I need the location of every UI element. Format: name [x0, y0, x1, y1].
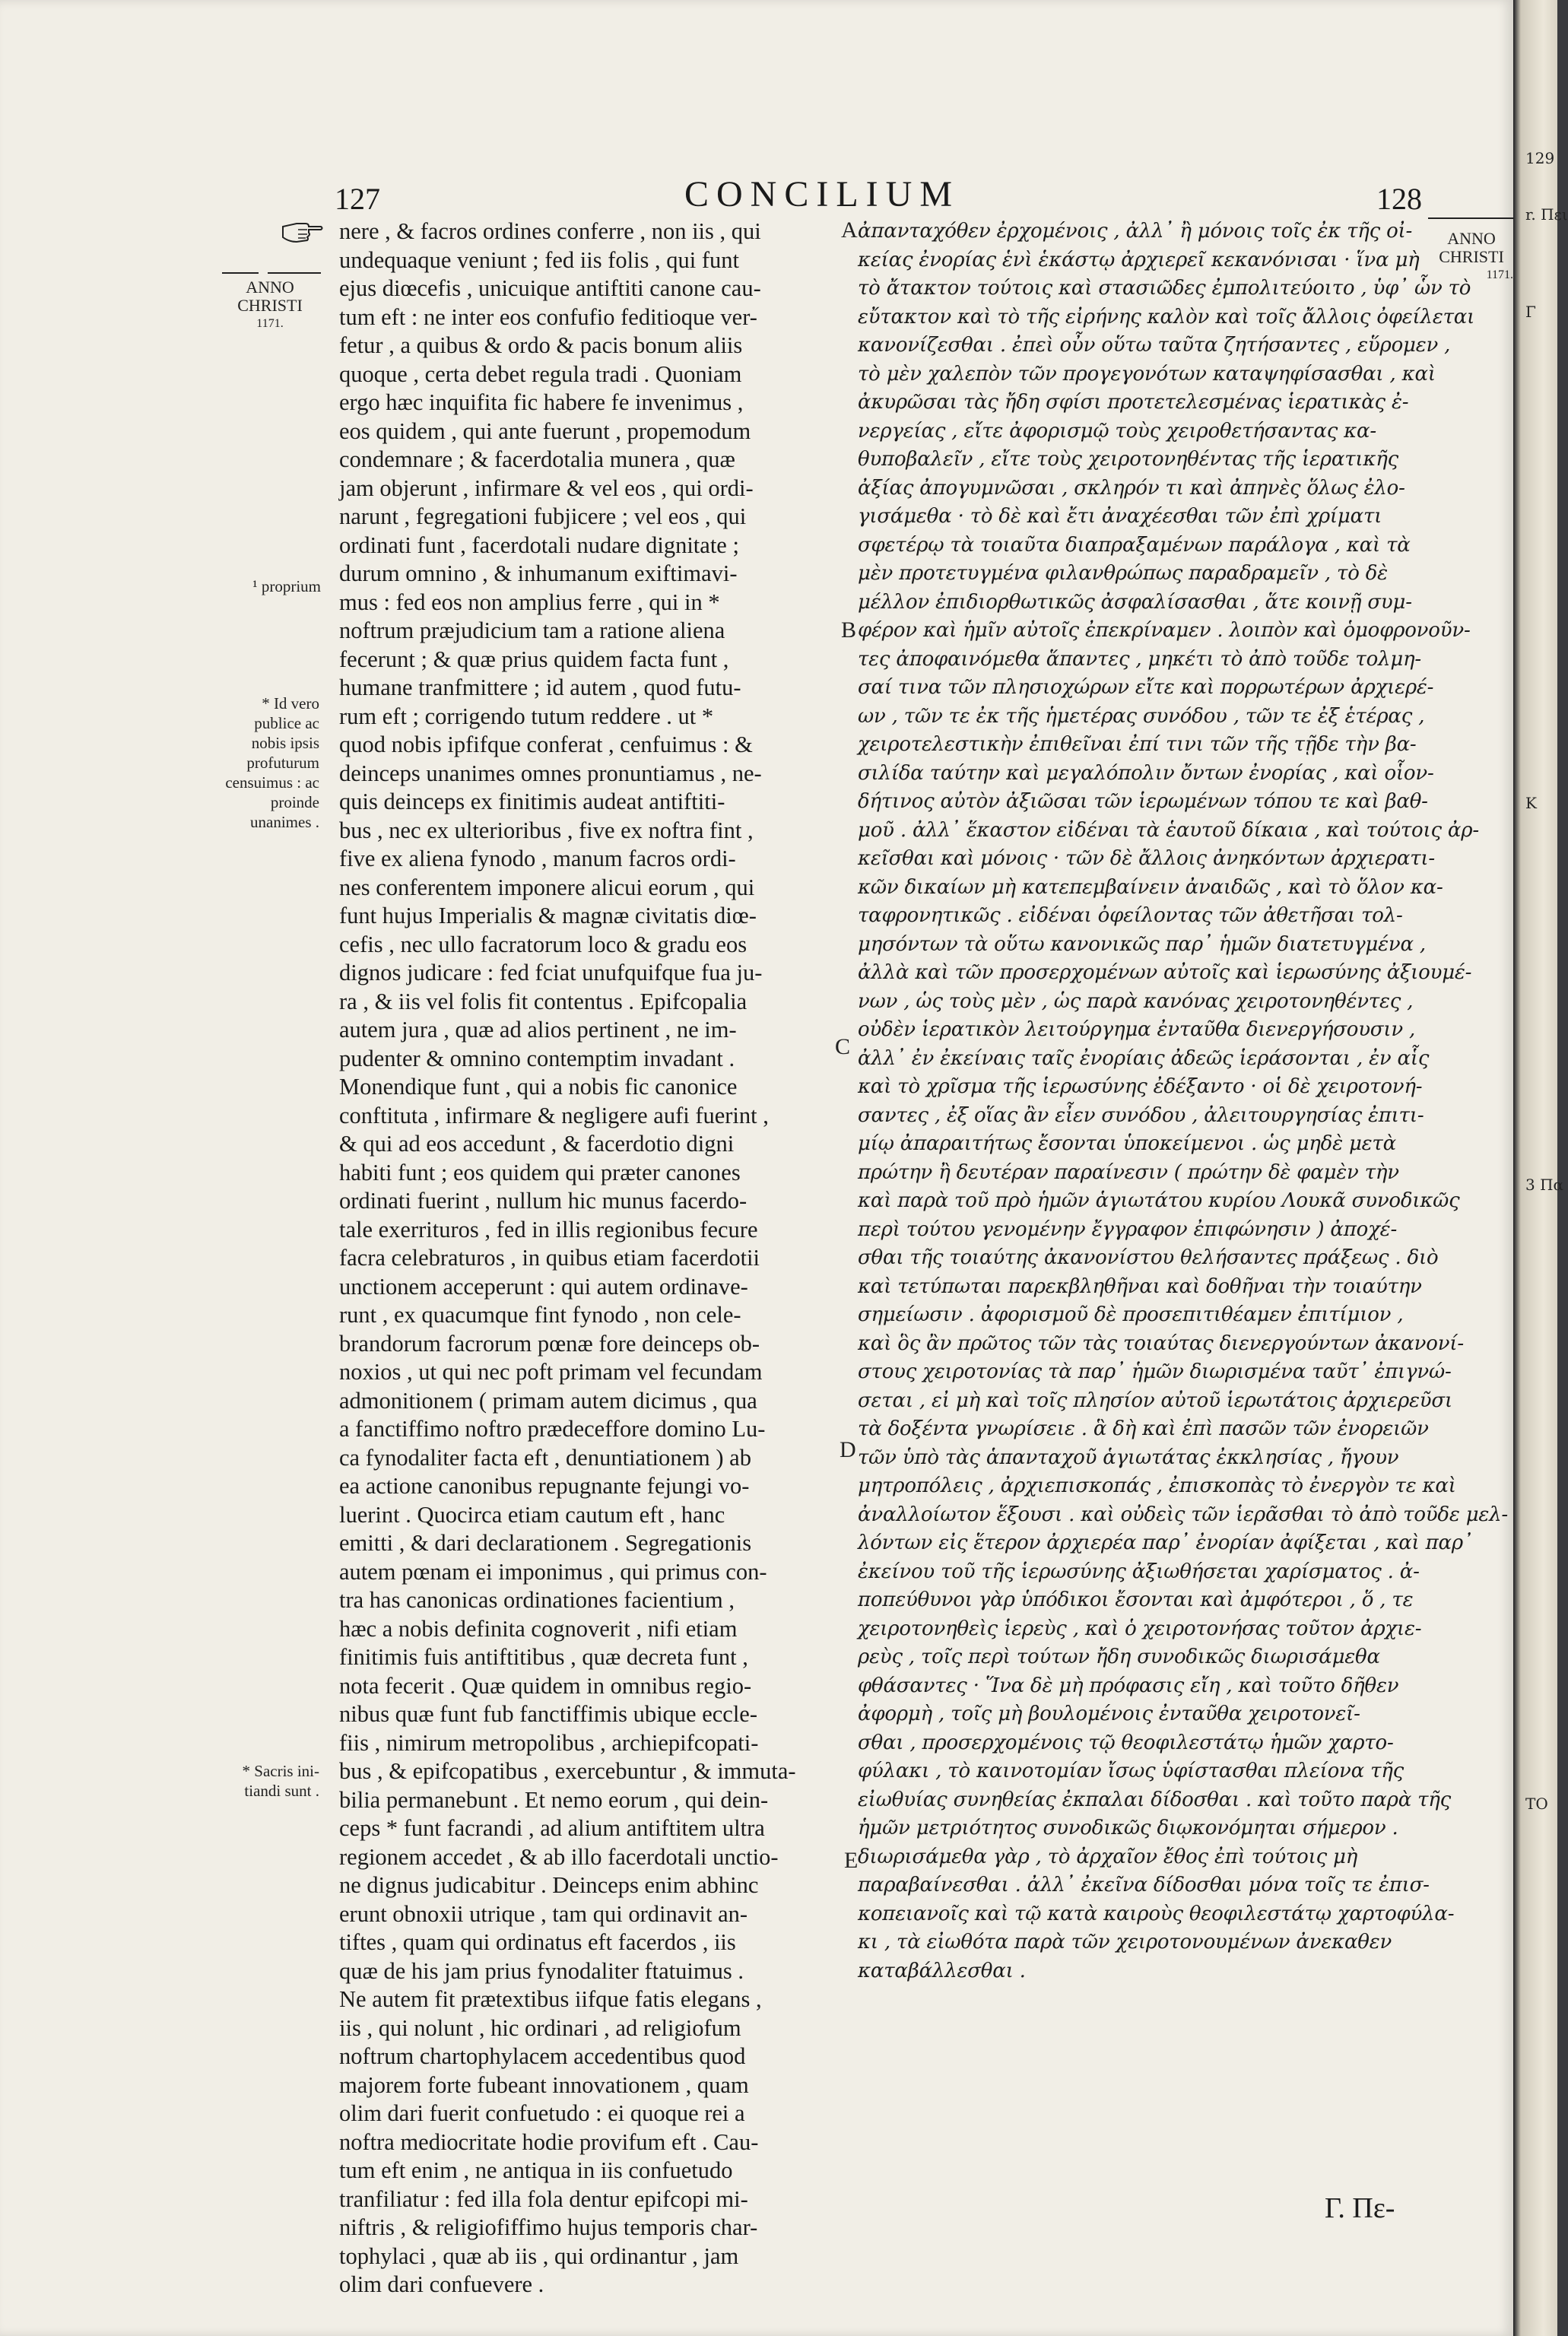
latin-text-line: ra , & iis vel folis fit contentus . Epifcopalia	[339, 988, 747, 1014]
latin-text-line: durum omnino , & inhumanum exiftimavi-	[339, 560, 738, 586]
greek-text-line: ἀπανταχόθεν ἐρχομένοις , ἀλλ᾽ ἢ μόνοις τοῖς ἐκ τῆς οἰ-	[858, 220, 1413, 243]
section-marker-c: C	[835, 1034, 851, 1059]
greek-text-line: φέρον καὶ ἡμῖν αὐτοῖς ἐπεκρίναμεν . λοιπὸν καὶ ὁμοφρονοῦν-	[858, 619, 1471, 642]
pointing-hand-icon	[281, 219, 324, 245]
latin-text-line: autem jura , quæ ad alios pertinent , ne im-	[339, 1017, 737, 1043]
greek-text-line: γισάμεθα · τὸ δὲ καὶ ἔτι ἀναχέεσθαι τῶν ἐπὶ χρίματι	[858, 505, 1382, 528]
greek-text-line: ἀξίας ἀπογυμνῶσαι , σκληρόν τι καὶ ἀπηνὲς ὅλως ἐλο-	[858, 476, 1405, 500]
margin-rule	[268, 272, 321, 274]
latin-text-line: a fanctiffimo noftro prædeceffore domino Lu-	[339, 1416, 766, 1442]
greek-text-line: ρεὺς , τοῖς περὶ τούτων ἤδη συνοδικῶς διωρισάμεθα	[858, 1646, 1380, 1668]
greek-text-line: σθαι , προσερχομένοις τῷ θεοφιλεστάτῳ ἡμῶν χαρτο-	[858, 1731, 1394, 1754]
greek-text-line: μοῦ . ἀλλ᾽ ἕκαστον εἰδέναι τὰ ἑαυτοῦ δίκαια , καὶ τούτοις ἀρ-	[858, 818, 1479, 842]
latin-text-line: luerint . Quocirca etiam cautum eft , hanc	[339, 1501, 725, 1528]
greek-text-line: θυποβαλεῖν , εἴτε τοὺς χειροτονηθέντας τῆς ἱερατικῆς	[858, 448, 1399, 471]
page-number-right: 128	[1376, 182, 1422, 216]
greek-text-line: ἀλλὰ καὶ τῶν προσερχομένων αὐτοῖς καὶ ἱερωσύνης ἀξιουμέ-	[858, 961, 1472, 984]
greek-text-line: ταφρονητικῶς . εἰδέναι ὀφείλοντας τῶν ἀθετῆσαι τολ-	[858, 904, 1403, 927]
latin-text-line: rum eft ; corrigendo tutum reddere . ut *	[339, 703, 714, 729]
greek-text-line: κοπειανοῖς καὶ τῷ κατὰ καιροὺς θεοφιλεστάτῳ χαρτοφύλα-	[858, 1902, 1455, 1925]
latin-text-line: tra has canonicas ordinationes facientium ,	[339, 1587, 735, 1613]
anno-year: 1171.	[256, 317, 284, 330]
latin-text-line: dignos judicare : fed fciat unufquifque fua ju-	[339, 960, 763, 986]
edge-text-fragment: Γ	[1525, 303, 1536, 321]
latin-text-line: humane tranfmittere ; id autem , quod futu-	[339, 674, 741, 700]
greek-text-line: καὶ τετύπωται παρεκβληθῆναι καὶ δοθῆναι τὴν τοιαύτην	[858, 1274, 1422, 1298]
latin-text-line: cefis , nec ullo facratorum loco & gradu eos	[339, 931, 747, 957]
latin-text-line: facra celebraturos , in quibus etiam facerdotii	[339, 1245, 760, 1271]
latin-text-line: quoque , certa debet regula tradi . Quoniam	[339, 360, 742, 387]
latin-text-line: ordinati fuerint , nullum hic munus facerdo-	[339, 1188, 747, 1214]
latin-text-column	[339, 217, 844, 2300]
latin-text-line: fecerunt ; & quæ prius quidem facta funt ,	[339, 646, 729, 672]
greek-text-line: ἀφορμὴ , τοῖς μὴ βουλομένοις ἐνταῦθα χειροτονεῖ-	[858, 1703, 1360, 1725]
latin-text-line: mus : fed eos non amplius ferre , qui in *	[339, 589, 720, 615]
latin-text-line: ergo hæc inquifita fic habere fe invenimus ,	[339, 389, 744, 415]
greek-text-line: οὐδὲν ἱερατικὸν λειτούργημα ἐνταῦθα διενεργήσουσιν ,	[858, 1018, 1416, 1041]
greek-text-line: τες ἀποφαινόμεθα ἅπαντες , μηκέτι τὸ ἀπὸ τοῦδε τολμη-	[858, 647, 1421, 671]
section-marker-e: E	[844, 1848, 859, 1873]
christi-label: CHRISTI	[237, 296, 303, 315]
latin-text-line: olim dari fuerit confuetudo : ei quoque rei a	[339, 2100, 745, 2126]
greek-text-line: σθαι τῆς τοιαύτης ἀκανονίστου θελήσαντες πράξεως . διὸ	[858, 1246, 1439, 1269]
latin-text-line: narunt , fegregationi fubjicere ; vel eos , qui	[339, 503, 747, 529]
greek-text-line: διωρισάμεθα γὰρ , τὸ ἀρχαῖον ἔθος ἐπὶ τούτοις μὴ	[858, 1845, 1358, 1868]
greek-text-line: χειροτελεστικὴν ἐπιθεῖναι ἐπί τινι τῶν τῆς τῇδε τὴν βα-	[858, 733, 1417, 756]
latin-text-line: ordinati funt , facerdotali nudare dignitate ;	[339, 532, 739, 558]
latin-text-line: bus , & epifcopatibus , exercebuntur , & immuta-	[339, 1758, 796, 1784]
section-marker-d: D	[840, 1437, 856, 1462]
greek-text-line: καὶ τὸ χρῖσμα τῆς ἱερωσύνης ἐδέξαντο · οἱ δὲ χειροτονή-	[858, 1075, 1423, 1098]
edge-text-fragment: 129	[1525, 149, 1555, 167]
latin-text-line: hæc a nobis definita cognoverit , nifi etiam	[339, 1615, 738, 1642]
greek-text-line: τὸ ἄτακτον τούτοις καὶ στασιῶδες ἐμπολιτεύοιτο , ὑφ᾽ ὧν τὸ	[858, 277, 1471, 300]
greek-text-line: μίῳ ἀπαραιτήτως ἔσονται ὑποκείμενοι . ὡς μηδὲ μετὰ	[858, 1132, 1396, 1155]
latin-text-line: undequaque veniunt ; fed iis folis , qui funt	[339, 246, 740, 273]
greek-text-line: σαί τινα τῶν πλησιοχώρων εἴτε καὶ πορρωτέρων ἀρχιερέ-	[858, 676, 1434, 699]
latin-text-line: condemnare ; & facerdotalia munera , quæ	[339, 446, 735, 472]
anno-label: ANNO	[246, 278, 294, 297]
latin-text-line: jam objerunt , infirmare & vel eos , qui ordi-	[339, 474, 754, 501]
latin-text-line: olim dari confuevere .	[339, 2271, 544, 2297]
greek-text-line: φθάσαντες · Ἵνα δὲ μὴ πρόφασις εἴη , καὶ τοῦτο δῆθεν	[858, 1674, 1399, 1697]
christi-label: CHRISTI	[1439, 247, 1504, 266]
greek-text-line: λόντων εἰς ἕτερον ἀρχιερέα παρ᾽ ἐνορίαν ἀφίξεται , καὶ παρ᾽	[858, 1531, 1473, 1554]
greek-text-line: φύλακι , τὸ καινοτομίαν ἴσως ὑφίστασθαι πλείονα τῆς	[858, 1760, 1405, 1782]
section-marker-b: B	[841, 617, 857, 643]
greek-text-line: σφετέρῳ τὰ τοιαῦτα διαπραξαμένων παράλογα , καὶ τὰ	[858, 533, 1411, 557]
anno-year: 1171.	[1486, 268, 1513, 281]
greek-text-line: δήτινος αὐτὸν ἀξιῶσαι τῶν ἱερωμένων τόπου τε καὶ βαθ-	[858, 790, 1428, 813]
greek-text-line: καὶ παρὰ τοῦ πρὸ ἡμῶν ἁγιωτάτου κυρίου Λουκᾶ συνοδικῶς	[858, 1189, 1460, 1212]
latin-text-line: niftris , & religiofiffimo hujus temporis char-	[339, 2214, 758, 2240]
latin-text-line: unctionem acceperunt : qui autem ordinave-	[339, 1273, 748, 1300]
latin-text-line: emitti , & dari declarationem . Segregationis	[339, 1530, 752, 1556]
latin-text-line: admonitionem ( primam autem dicimus , qua	[339, 1387, 757, 1414]
greek-text-line: περὶ τούτου γενομένην ἔγγραφον ἐπιφώνησιν ) ἀποχέ-	[858, 1217, 1398, 1241]
greek-text-line: ἡμῶν μετριότητος συνοδικῶς διῳκονόμηται σήμερον .	[858, 1817, 1398, 1839]
latin-text-line: habiti funt ; eos quidem qui præter canones	[339, 1159, 741, 1185]
section-marker-a: A	[841, 217, 858, 243]
latin-text-line: erunt obnoxii utrique , tam qui ordinavit an-	[339, 1900, 748, 1927]
greek-text-line: τῶν ὑπὸ τὰς ἁπανταχοῦ ἁγιωτάτας ἐκκλησίας , ἤγουν	[858, 1446, 1399, 1469]
latin-text-line: noftrum chartophylacem accedentibus quod	[339, 2043, 746, 2069]
greek-text-line: τὰ δοξέντα γνωρίσειε . ἃ δὴ καὶ ἐπὶ πασῶν τῶν ἐνορειῶν	[858, 1417, 1429, 1440]
latin-text-line: tiftes , quam qui ordinatus eft facerdos , iis	[339, 1929, 736, 1955]
latin-text-line: tranfiliatur : fed illa fola dentur epifcopi mi-	[339, 2185, 748, 2212]
greek-text-line: μέλλον ἐπιδιορθωτικῶς ἀσφαλίσασθαι , ἅτε κοινῇ συμ-	[858, 590, 1412, 614]
greek-text-line: τὸ μὲν χαλεπὸν τῶν προγεγονότων καταψηφίσασθαι , καὶ	[858, 362, 1436, 386]
latin-text-line: finitimis fuis antiftitibus , quæ decreta funt ,	[339, 1644, 748, 1670]
latin-text-line: deinceps unanimes omnes pronuntiamus , ne-	[339, 760, 762, 786]
latin-text-line: tum eft enim , ne antiqua in iis confuetudo	[339, 2157, 733, 2183]
edge-text-fragment: r. Πει	[1525, 205, 1568, 224]
latin-text-line: nes conferentem imponere alicui eorum , qui	[339, 874, 755, 900]
greek-text-line: κεῖσθαι καὶ μόνοις · τῶν δὲ ἄλλοις ἀνηκόντων ἀρχιερατι-	[858, 847, 1436, 870]
facing-page-edge	[1513, 0, 1568, 2336]
latin-text-line: tum eft : ne inter eos confufio feditioque ver-	[339, 303, 757, 330]
latin-text-line: ca fynodaliter facta eft , denuntiationem ) ab	[339, 1444, 751, 1471]
greek-text-line: στους χειροτονίας τὰ παρ᾽ ἡμῶν διωρισμένα ταῦτ᾽ ἐπιγνώ-	[858, 1360, 1452, 1383]
greek-text-line: νων , ὡς τοὺς μὲν , ὡς παρὰ κανόνας χειροτονηθέντες ,	[858, 989, 1414, 1013]
latin-text-line: autem pœnam ei imponimus , qui primus con-	[339, 1558, 767, 1585]
greek-text-line: ἀκυρῶσαι τὰς ἤδη σφίσι προτετελεσμένας ἱερατικὰς ἐ-	[858, 391, 1409, 414]
latin-text-line: quæ de his jam prius fynodaliter ftatuimus .	[339, 1957, 744, 1984]
latin-text-line: five ex aliena fynodo , manum facros ordi-	[339, 846, 736, 871]
greek-text-line: κανονίζεσθαι . ἐπεὶ οὖν οὕτω ταῦτα ζητήσαντες , εὕρομεν ,	[858, 334, 1451, 357]
margin-rule-right	[1428, 217, 1519, 219]
latin-text-line: ea actione canonibus repugnante fejungi vo-	[339, 1473, 750, 1499]
anno-label: ANNO	[1447, 229, 1496, 248]
edge-text-fragment: 3 Πα	[1525, 1176, 1564, 1194]
margin-note-id-vero: * Id vero publice ac nobis ipsis profuturum censuimus : ac proinde unanimes .	[225, 694, 319, 831]
latin-text-line: ne dignus judicabitur . Deinceps enim abhinc	[339, 1872, 759, 1898]
anno-christi-left	[221, 278, 319, 333]
greek-text-line: ἀναλλοίωτον ἕξουσι . καὶ οὐδεὶς τῶν ἱερᾶσθαι τὸ ἀπὸ τοῦδε μελ-	[858, 1503, 1509, 1526]
latin-text-line: brandorum facrorum pœnæ fore deinceps ob-	[339, 1330, 760, 1357]
latin-text-line: regionem accedet , & ab illo facerdotali unctio-	[339, 1843, 779, 1870]
greek-text-line: καὶ ὃς ἂν πρῶτος τῶν τὰς τοιαύτας διενεργούντων ἀκανονί-	[858, 1331, 1464, 1355]
latin-text-line: eos quidem , qui ante fuerunt , propemodum	[339, 417, 751, 444]
latin-text-line: noftra mediocritate hodie provifum eft . Cau-	[339, 2128, 759, 2155]
greek-text-line: σιλίδα ταύτην καὶ μεγαλόπολιν ὄντων ἐνορίας , καὶ οἷον-	[858, 761, 1434, 785]
greek-text-line: καταβάλλεσθαι .	[858, 1959, 1026, 1982]
latin-text-line: bilia permanebunt . Et nemo eorum , qui dein-	[339, 1786, 769, 1813]
greek-text-line: μησόντων τὰ οὕτω κανονικῶς παρ᾽ ἡμῶν διατετυγμένα ,	[858, 932, 1426, 956]
latin-text-line: pudenter & omnino contemptim invadant .	[339, 1045, 735, 1071]
greek-text-line: σαντες , ἐξ οἵας ἂν εἶεν συνόδου , ἀλειτουργησίας ἐπιτι-	[858, 1103, 1424, 1127]
page-title: CONCILIUM	[684, 174, 960, 214]
greek-text-line: νεργείας , εἴτε ἀφορισμῷ τοὺς χειροθετήσαντας κα-	[858, 419, 1376, 443]
latin-text-line: ejus diœcefis , unicuique antiftiti canone cau-	[339, 275, 761, 301]
edge-text-fragment: ΤΟ	[1525, 1795, 1548, 1813]
latin-text-line: nibus quæ funt fub fanctiffimis ubique eccle-	[339, 1701, 757, 1727]
latin-text-line: ceps * funt facrandi , ad alium antiftitem ultra	[339, 1815, 765, 1841]
latin-text-line: Ne autem fit prætextibus iifque fatis elegans ,	[339, 1986, 762, 2012]
greek-text-line: χειροτονηθεὶς ἱερεὺς , καὶ ὁ χειροτονήσας τοῦτον ἀρχιε-	[858, 1617, 1422, 1640]
latin-text-line: noxios , ut qui nec poft primam vel fecundam	[339, 1359, 763, 1385]
latin-text-line: quod nobis ipfifque conferat , cenfuimus : &	[339, 732, 753, 757]
greek-text-line: σεται , εἰ μὴ καὶ τοῖς πλησίον αὐτοῦ ἱερωτάτοις ἀρχιερεῦσι	[858, 1389, 1452, 1412]
latin-text-line: nere , & facros ordines conferre , non iis , qui	[339, 218, 761, 244]
greek-text-line: παραβαίνεσθαι . ἀλλ᾽ ἐκεῖνα δίδοσθαι μόνα τοῖς τε ἐπισ-	[858, 1874, 1430, 1896]
latin-text-line: tale exerrituros , fed in illis regionibus fecure	[339, 1216, 758, 1243]
latin-text-line: bus , nec ex ulterioribus , five ex noftra fint ,	[339, 817, 754, 843]
latin-text-line: conftituta , infirmare & negligere aufi fuerint ,	[339, 1102, 769, 1128]
latin-text-line: fiis , nimirum metropolibus , archiepifcopati-	[339, 1729, 759, 1756]
latin-text-line: tophylaci , quæ ab iis , qui ordinantur , jam	[339, 2242, 739, 2269]
latin-text-line: runt , ex quacumque fint fynodo , non cele-	[339, 1302, 741, 1328]
latin-text-line: funt hujus Imperialis & magnæ civitatis diœ-	[339, 903, 757, 928]
greek-text-line: ἀλλ᾽ ἐν ἐκείναις ταῖς ἐνορίαις ἀδεῶς ἱεράσονται , ἐν αἷς	[858, 1046, 1430, 1070]
greek-text-line: κῶν δικαίων μὴ κατεπεμβαίνειν ἀναιδῶς , καὶ τὸ ὅλον κα-	[858, 875, 1443, 899]
greek-text-line: σημείωσιν . ἀφορισμοῦ δὲ προσεπιτιθέαμεν ἐπιτίμιον ,	[858, 1303, 1404, 1326]
latin-text-line: & qui ad eos accedunt , & facerdotio digni	[339, 1131, 735, 1157]
margin-note-sacris: * Sacris ini- tiandi sunt .	[242, 1762, 319, 1800]
greek-text-line: ων , τῶν τε ἐκ τῆς ἡμετέρας συνόδου , τῶν τε ἐξ ἑτέρας ,	[858, 704, 1425, 728]
latin-text-line: Monendique funt , qui a nobis fic canonice	[339, 1074, 738, 1100]
edge-text-fragment: K	[1525, 794, 1537, 812]
latin-text-line: iis , qui nolunt , hic ordinari , ad religiofum	[339, 2014, 741, 2041]
page-number-left: 127	[335, 182, 380, 216]
greek-text-line: μὲν προτετυγμένα φιλανθρώπως παραδραμεῖν , τὸ δὲ	[858, 562, 1388, 585]
greek-text-line: εὔτακτον καὶ τὸ τῆς εἰρήνης καλὸν καὶ τοῖς ἄλλοις ὀφείλεται	[858, 305, 1475, 328]
greek-text-line: κείας ἐνορίας ἑνὶ ἑκάστῳ ἀρχιερεῖ κεκανόνισαι · ἵνα μὴ	[858, 248, 1420, 271]
greek-text-line: πρώτην ἢ δευτέραν παραίνεσιν ( πρώτην δὲ φαμὲν τὴν	[858, 1160, 1399, 1184]
greek-text-line: κι , τὰ εἰωθότα παρὰ τῶν χειροτονουμένων ἀνεκαθεν	[858, 1931, 1392, 1954]
greek-text-line: ἐκείνου τοῦ τῆς ἱερωσύνης ἀξιωθήσεται χαρίσματος . ἀ-	[858, 1560, 1420, 1583]
latin-text-line: noftrum præjudicium tam a ratione aliena	[339, 617, 725, 643]
latin-text-line: fetur , a quibus & ordo & pacis bonum aliis	[339, 332, 743, 358]
greek-text-line: εἰωθυίας συνηθείας ἐκπαλαι δίδοσθαι . καὶ τοῦτο παρὰ τῆς	[858, 1788, 1452, 1811]
margin-note-proprium: ¹ proprium	[252, 577, 321, 595]
latin-text-line: majorem forte fubeant innovationem , quam	[339, 2071, 749, 2098]
margin-rule	[222, 272, 259, 274]
signature-mark: Γ. Πε-	[1325, 2192, 1395, 2224]
latin-text-line: quis deinceps ex finitimis audeat antiftiti-	[339, 789, 725, 814]
greek-text-line: ποπεύθυνοι γὰρ ὑπόδικοι ἔσονται καὶ ἀμφότεροι , ὅ , τε	[858, 1589, 1414, 1611]
latin-text-line: nota fecerit . Quæ quidem in omnibus regio-	[339, 1672, 752, 1699]
greek-text-line: μητροπόλεις , ἀρχιεπισκοπάς , ἐπισκοπὰς τὸ ἐνεργὸν τε καὶ	[858, 1474, 1456, 1497]
